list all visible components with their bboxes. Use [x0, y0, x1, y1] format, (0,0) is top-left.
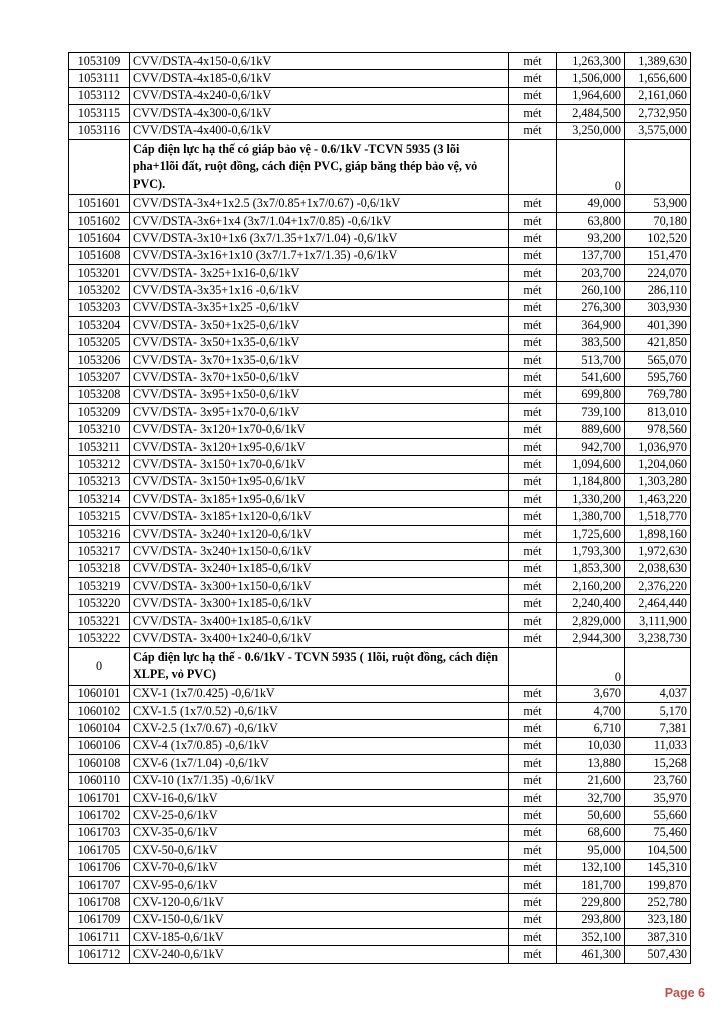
item-code-cell: 1053109 [69, 53, 130, 70]
table-row [69, 543, 691, 560]
unit-cell: mét [509, 230, 557, 247]
item-code-cell: 1053204 [69, 317, 130, 334]
price-cell: 2,240,400 [557, 595, 625, 612]
unit-cell: mét [509, 421, 557, 438]
item-description-cell: CXV-70-0,6/1kV [130, 859, 509, 876]
table-row [69, 824, 691, 841]
item-description-cell: CVV/DSTA- 3x300+1x150-0,6/1kV [130, 578, 509, 595]
price-with-vat-cell: 7,381 [625, 720, 691, 737]
item-description-cell: CVV/DSTA- 3x95+1x50-0,6/1kV [130, 386, 509, 403]
table-row [69, 386, 691, 403]
unit-cell: mét [509, 824, 557, 841]
price-cell: 1,853,300 [557, 560, 625, 577]
table-row [69, 612, 691, 629]
table-row [69, 894, 691, 911]
unit-cell: mét [509, 195, 557, 212]
unit-cell: mét [509, 299, 557, 316]
table-row [69, 755, 691, 772]
price-cell: 293,800 [557, 911, 625, 928]
item-description-cell: CVV/DSTA-4x240-0,6/1kV [130, 87, 509, 104]
price-with-vat-cell: 3,238,730 [625, 630, 691, 647]
price-cell: 2,484,500 [557, 105, 625, 122]
table-row [69, 87, 691, 104]
price-with-vat-cell: 2,732,950 [625, 105, 691, 122]
item-description-cell: CVV/DSTA- 3x400+1x240-0,6/1kV [130, 630, 509, 647]
unit-cell: mét [509, 859, 557, 876]
price-with-vat-cell: 151,470 [625, 247, 691, 264]
price-with-vat-cell: 55,660 [625, 807, 691, 824]
item-code-cell: 1053201 [69, 265, 130, 282]
item-description-cell: CVV/DSTA- 3x120+1x95-0,6/1kV [130, 438, 509, 455]
table-row [69, 929, 691, 946]
unit-cell: mét [509, 595, 557, 612]
price-cell: 68,600 [557, 824, 625, 841]
price-with-vat-cell: 813,010 [625, 404, 691, 421]
price-with-vat-cell: 421,850 [625, 334, 691, 351]
table-row [69, 105, 691, 122]
item-code-cell: 1061706 [69, 859, 130, 876]
unit-cell: mét [509, 53, 557, 70]
unit-cell: mét [509, 737, 557, 754]
price-with-vat-cell: 15,268 [625, 755, 691, 772]
item-description-cell: CXV-50-0,6/1kV [130, 842, 509, 859]
item-description-cell: CVV/DSTA- 3x150+1x95-0,6/1kV [130, 473, 509, 490]
item-code-cell: 1061712 [69, 946, 130, 963]
item-code-cell: 1053221 [69, 612, 130, 629]
unit-cell: mét [509, 70, 557, 87]
price-cell: 364,900 [557, 317, 625, 334]
item-description-cell: CVV/DSTA- 3x300+1x185-0,6/1kV [130, 595, 509, 612]
unit-cell: mét [509, 404, 557, 421]
item-description-cell: CVV/DSTA-3x16+1x10 (3x7/1.7+1x7/1.35) -0,6/1kV [130, 247, 509, 264]
item-code-cell: 1053216 [69, 525, 130, 542]
price-cell: 1,506,000 [557, 70, 625, 87]
table-row [69, 946, 691, 963]
item-description-cell: CVV/DSTA- 3x25+1x16-0,6/1kV [130, 265, 509, 282]
unit-cell: mét [509, 491, 557, 508]
item-description-cell: CVV/DSTA-4x400-0,6/1kV [130, 122, 509, 139]
item-code-cell: 1061709 [69, 911, 130, 928]
price-cell: 1,330,200 [557, 491, 625, 508]
price-with-vat-cell: 199,870 [625, 876, 691, 893]
price-with-vat-cell: 53,900 [625, 195, 691, 212]
item-code-cell: 1060110 [69, 772, 130, 789]
table-row [69, 789, 691, 806]
price-with-vat-cell: 1,518,770 [625, 508, 691, 525]
item-code-cell: 1053212 [69, 456, 130, 473]
table-row [69, 578, 691, 595]
price-cell: 541,600 [557, 369, 625, 386]
price-with-vat-cell: 224,070 [625, 265, 691, 282]
item-description-cell: Cáp điện lực hạ thế có giáp bảo vệ - 0.6/1kV -TCVN 5935 (3 lõi pha+1lõi đất, ruột đồng, cách điện PVC, giáp băng thép bảo vệ, vỏ PVC). [130, 139, 509, 195]
price-cell: 1,094,600 [557, 456, 625, 473]
item-code-cell: 1053205 [69, 334, 130, 351]
item-code-cell: 1053208 [69, 386, 130, 403]
price-with-vat-cell [625, 647, 691, 685]
unit-cell: mét [509, 317, 557, 334]
price-cell: 276,300 [557, 299, 625, 316]
price-with-vat-cell [625, 139, 691, 195]
table-row [69, 491, 691, 508]
price-cell: 49,000 [557, 195, 625, 212]
item-code-cell [69, 139, 130, 195]
table-row [69, 807, 691, 824]
unit-cell [509, 139, 557, 195]
item-description-cell: CXV-95-0,6/1kV [130, 876, 509, 893]
section-heading-row [69, 647, 691, 685]
price-with-vat-cell: 145,310 [625, 859, 691, 876]
item-code-cell: 1061701 [69, 789, 130, 806]
item-description-cell: CVV/DSTA- 3x70+1x50-0,6/1kV [130, 369, 509, 386]
table-row [69, 685, 691, 702]
price-cell: 6,710 [557, 720, 625, 737]
price-with-vat-cell: 252,780 [625, 894, 691, 911]
table-row [69, 195, 691, 212]
item-code-cell: 1053217 [69, 543, 130, 560]
item-code-cell: 1053222 [69, 630, 130, 647]
item-code-cell: 1061705 [69, 842, 130, 859]
table-row [69, 265, 691, 282]
item-description-cell: CXV-10 (1x7/1.35) -0,6/1kV [130, 772, 509, 789]
unit-cell: mét [509, 122, 557, 139]
item-description-cell: CVV/DSTA- 3x185+1x95-0,6/1kV [130, 491, 509, 508]
table-row [69, 404, 691, 421]
price-with-vat-cell: 5,170 [625, 703, 691, 720]
item-code-cell: 1053112 [69, 87, 130, 104]
unit-cell: mét [509, 508, 557, 525]
item-description-cell: CVV/DSTA-4x300-0,6/1kV [130, 105, 509, 122]
table-row [69, 317, 691, 334]
item-code-cell: 1053207 [69, 369, 130, 386]
item-description-cell: CXV-2.5 (1x7/0.67) -0,6/1kV [130, 720, 509, 737]
price-with-vat-cell: 3,575,000 [625, 122, 691, 139]
item-code-cell: 1053203 [69, 299, 130, 316]
item-description-cell: CVV/DSTA- 3x95+1x70-0,6/1kV [130, 404, 509, 421]
item-description-cell: CVV/DSTA-4x150-0,6/1kV [130, 53, 509, 70]
table-row [69, 70, 691, 87]
price-with-vat-cell: 303,930 [625, 299, 691, 316]
price-with-vat-cell: 978,560 [625, 421, 691, 438]
table-row [69, 859, 691, 876]
price-with-vat-cell: 3,111,900 [625, 612, 691, 629]
price-cell: 1,725,600 [557, 525, 625, 542]
price-with-vat-cell: 1,036,970 [625, 438, 691, 455]
item-code-cell: 1053209 [69, 404, 130, 421]
price-cell: 132,100 [557, 859, 625, 876]
table-row [69, 911, 691, 928]
unit-cell: mét [509, 351, 557, 368]
item-code-cell: 1053115 [69, 105, 130, 122]
unit-cell: mét [509, 772, 557, 789]
table-row [69, 525, 691, 542]
price-cell: 181,700 [557, 876, 625, 893]
price-cell: 10,030 [557, 737, 625, 754]
item-description-cell: CXV-35-0,6/1kV [130, 824, 509, 841]
table-row [69, 737, 691, 754]
item-description-cell: CXV-6 (1x7/1.04) -0,6/1kV [130, 755, 509, 772]
unit-cell [509, 647, 557, 685]
item-description-cell: CVV/DSTA- 3x120+1x70-0,6/1kV [130, 421, 509, 438]
price-with-vat-cell: 323,180 [625, 911, 691, 928]
table-row [69, 772, 691, 789]
price-cell: 13,880 [557, 755, 625, 772]
table-row [69, 53, 691, 70]
price-with-vat-cell: 2,161,060 [625, 87, 691, 104]
item-code-cell: 0 [69, 647, 130, 685]
price-cell: 942,700 [557, 438, 625, 455]
table-row [69, 630, 691, 647]
unit-cell: mét [509, 87, 557, 104]
table-row [69, 456, 691, 473]
item-code-cell: 1051602 [69, 212, 130, 229]
unit-cell: mét [509, 578, 557, 595]
section-heading-row [69, 139, 691, 195]
table-row [69, 438, 691, 455]
table-row [69, 351, 691, 368]
price-cell: 4,700 [557, 703, 625, 720]
unit-cell: mét [509, 282, 557, 299]
item-code-cell: 1053218 [69, 560, 130, 577]
item-description-cell: CVV/DSTA- 3x240+1x185-0,6/1kV [130, 560, 509, 577]
item-code-cell: 1060104 [69, 720, 130, 737]
price-cell: 699,800 [557, 386, 625, 403]
unit-cell: mét [509, 789, 557, 806]
price-with-vat-cell: 1,463,220 [625, 491, 691, 508]
price-table [68, 52, 691, 964]
item-description-cell: CVV/DSTA-3x35+1x25 -0,6/1kV [130, 299, 509, 316]
price-with-vat-cell: 2,376,220 [625, 578, 691, 595]
price-cell: 3,670 [557, 685, 625, 702]
price-cell: 0 [557, 647, 625, 685]
price-cell: 93,200 [557, 230, 625, 247]
price-cell: 2,160,200 [557, 578, 625, 595]
item-description-cell: CXV-16-0,6/1kV [130, 789, 509, 806]
unit-cell: mét [509, 265, 557, 282]
unit-cell: mét [509, 456, 557, 473]
unit-cell: mét [509, 473, 557, 490]
item-code-cell: 1061702 [69, 807, 130, 824]
item-description-cell: CVV/DSTA- 3x50+1x35-0,6/1kV [130, 334, 509, 351]
unit-cell: mét [509, 105, 557, 122]
item-description-cell: CVV/DSTA- 3x240+1x120-0,6/1kV [130, 525, 509, 542]
price-with-vat-cell: 401,390 [625, 317, 691, 334]
item-description-cell: CXV-25-0,6/1kV [130, 807, 509, 824]
item-code-cell: 1060108 [69, 755, 130, 772]
unit-cell: mét [509, 247, 557, 264]
unit-cell: mét [509, 946, 557, 963]
item-description-cell: CXV-150-0,6/1kV [130, 911, 509, 928]
table-row [69, 299, 691, 316]
item-code-cell: 1051604 [69, 230, 130, 247]
price-cell: 1,263,300 [557, 53, 625, 70]
price-cell: 0 [557, 139, 625, 195]
price-cell: 50,600 [557, 807, 625, 824]
item-code-cell: 1061707 [69, 876, 130, 893]
price-cell: 352,100 [557, 929, 625, 946]
item-code-cell: 1053206 [69, 351, 130, 368]
price-cell: 137,700 [557, 247, 625, 264]
price-cell: 1,380,700 [557, 508, 625, 525]
item-description-cell: CVV/DSTA-3x6+1x4 (3x7/1.04+1x7/0.85) -0,6/1kV [130, 212, 509, 229]
item-description-cell: CVV/DSTA-3x10+1x6 (3x7/1.35+1x7/1.04) -0,6/1kV [130, 230, 509, 247]
unit-cell: mét [509, 369, 557, 386]
page-number: Page 6 [664, 986, 705, 1000]
price-cell: 1,184,800 [557, 473, 625, 490]
price-cell: 32,700 [557, 789, 625, 806]
price-with-vat-cell: 286,110 [625, 282, 691, 299]
table-row [69, 212, 691, 229]
price-cell: 889,600 [557, 421, 625, 438]
item-description-cell: CXV-1.5 (1x7/0.52) -0,6/1kV [130, 703, 509, 720]
price-with-vat-cell: 507,430 [625, 946, 691, 963]
price-cell: 203,700 [557, 265, 625, 282]
price-with-vat-cell: 1,303,280 [625, 473, 691, 490]
price-table-body [69, 53, 691, 964]
price-cell: 95,000 [557, 842, 625, 859]
item-code-cell: 1053214 [69, 491, 130, 508]
item-code-cell: 1061711 [69, 929, 130, 946]
price-cell: 229,800 [557, 894, 625, 911]
item-description-cell: CVV/DSTA-4x185-0,6/1kV [130, 70, 509, 87]
unit-cell: mét [509, 630, 557, 647]
table-row [69, 247, 691, 264]
price-cell: 63,800 [557, 212, 625, 229]
item-code-cell: 1061703 [69, 824, 130, 841]
price-cell: 2,944,300 [557, 630, 625, 647]
item-description-cell: CXV-4 (1x7/0.85) -0,6/1kV [130, 737, 509, 754]
price-with-vat-cell: 35,970 [625, 789, 691, 806]
unit-cell: mét [509, 929, 557, 946]
item-description-cell: Cáp điện lực hạ thế - 0.6/1kV - TCVN 5935 ( 1lõi, ruột đồng, cách điện XLPE, vỏ PVC) [130, 647, 509, 685]
price-with-vat-cell: 565,070 [625, 351, 691, 368]
item-code-cell: 1051608 [69, 247, 130, 264]
price-with-vat-cell: 2,464,440 [625, 595, 691, 612]
item-code-cell: 1053211 [69, 438, 130, 455]
price-with-vat-cell: 769,780 [625, 386, 691, 403]
table-row [69, 122, 691, 139]
unit-cell: mét [509, 755, 557, 772]
unit-cell: mét [509, 842, 557, 859]
unit-cell: mét [509, 894, 557, 911]
item-code-cell: 1053116 [69, 122, 130, 139]
table-row [69, 560, 691, 577]
price-with-vat-cell: 23,760 [625, 772, 691, 789]
price-with-vat-cell: 1,204,060 [625, 456, 691, 473]
table-row [69, 421, 691, 438]
unit-cell: mét [509, 212, 557, 229]
price-with-vat-cell: 102,520 [625, 230, 691, 247]
item-description-cell: CVV/DSTA- 3x185+1x120-0,6/1kV [130, 508, 509, 525]
price-cell: 383,500 [557, 334, 625, 351]
item-code-cell: 1053202 [69, 282, 130, 299]
unit-cell: mét [509, 560, 557, 577]
price-cell: 1,964,600 [557, 87, 625, 104]
item-code-cell: 1051601 [69, 195, 130, 212]
price-with-vat-cell: 1,972,630 [625, 543, 691, 560]
unit-cell: mét [509, 612, 557, 629]
price-with-vat-cell: 1,898,160 [625, 525, 691, 542]
unit-cell: mét [509, 876, 557, 893]
item-description-cell: CVV/DSTA-3x35+1x16 -0,6/1kV [130, 282, 509, 299]
price-with-vat-cell: 1,389,630 [625, 53, 691, 70]
unit-cell: mét [509, 911, 557, 928]
price-cell: 2,829,000 [557, 612, 625, 629]
unit-cell: mét [509, 334, 557, 351]
price-cell: 260,100 [557, 282, 625, 299]
item-description-cell: CVV/DSTA- 3x240+1x150-0,6/1kV [130, 543, 509, 560]
price-cell: 3,250,000 [557, 122, 625, 139]
table-row [69, 842, 691, 859]
item-description-cell: CVV/DSTA- 3x50+1x25-0,6/1kV [130, 317, 509, 334]
price-cell: 739,100 [557, 404, 625, 421]
item-description-cell: CXV-240-0,6/1kV [130, 946, 509, 963]
item-description-cell: CXV-120-0,6/1kV [130, 894, 509, 911]
price-with-vat-cell: 595,760 [625, 369, 691, 386]
price-with-vat-cell: 1,656,600 [625, 70, 691, 87]
price-with-vat-cell: 70,180 [625, 212, 691, 229]
unit-cell: mét [509, 685, 557, 702]
price-with-vat-cell: 104,500 [625, 842, 691, 859]
item-code-cell: 1053219 [69, 578, 130, 595]
table-row [69, 595, 691, 612]
price-cell: 513,700 [557, 351, 625, 368]
item-description-cell: CXV-1 (1x7/0.425) -0,6/1kV [130, 685, 509, 702]
table-row [69, 334, 691, 351]
table-row [69, 369, 691, 386]
item-code-cell: 1060102 [69, 703, 130, 720]
price-cell: 21,600 [557, 772, 625, 789]
item-description-cell: CVV/DSTA- 3x70+1x35-0,6/1kV [130, 351, 509, 368]
price-with-vat-cell: 11,033 [625, 737, 691, 754]
item-code-cell: 1060101 [69, 685, 130, 702]
item-code-cell: 1053210 [69, 421, 130, 438]
unit-cell: mét [509, 386, 557, 403]
table-row [69, 876, 691, 893]
price-cell: 461,300 [557, 946, 625, 963]
unit-cell: mét [509, 720, 557, 737]
table-row [69, 282, 691, 299]
table-row [69, 508, 691, 525]
item-code-cell: 1053111 [69, 70, 130, 87]
price-with-vat-cell: 75,460 [625, 824, 691, 841]
item-description-cell: CVV/DSTA- 3x400+1x185-0,6/1kV [130, 612, 509, 629]
table-row [69, 720, 691, 737]
item-description-cell: CXV-185-0,6/1kV [130, 929, 509, 946]
table-row [69, 473, 691, 490]
price-with-vat-cell: 2,038,630 [625, 560, 691, 577]
unit-cell: mét [509, 703, 557, 720]
item-description-cell: CVV/DSTA- 3x150+1x70-0,6/1kV [130, 456, 509, 473]
item-description-cell: CVV/DSTA-3x4+1x2.5 (3x7/0.85+1x7/0.67) -0,6/1kV [130, 195, 509, 212]
price-cell: 1,793,300 [557, 543, 625, 560]
table-row [69, 703, 691, 720]
item-code-cell: 1053215 [69, 508, 130, 525]
unit-cell: mét [509, 525, 557, 542]
table-row [69, 230, 691, 247]
item-code-cell: 1053213 [69, 473, 130, 490]
unit-cell: mét [509, 807, 557, 824]
unit-cell: mét [509, 543, 557, 560]
price-with-vat-cell: 4,037 [625, 685, 691, 702]
unit-cell: mét [509, 438, 557, 455]
item-code-cell: 1061708 [69, 894, 130, 911]
price-with-vat-cell: 387,310 [625, 929, 691, 946]
item-code-cell: 1053220 [69, 595, 130, 612]
item-code-cell: 1060106 [69, 737, 130, 754]
